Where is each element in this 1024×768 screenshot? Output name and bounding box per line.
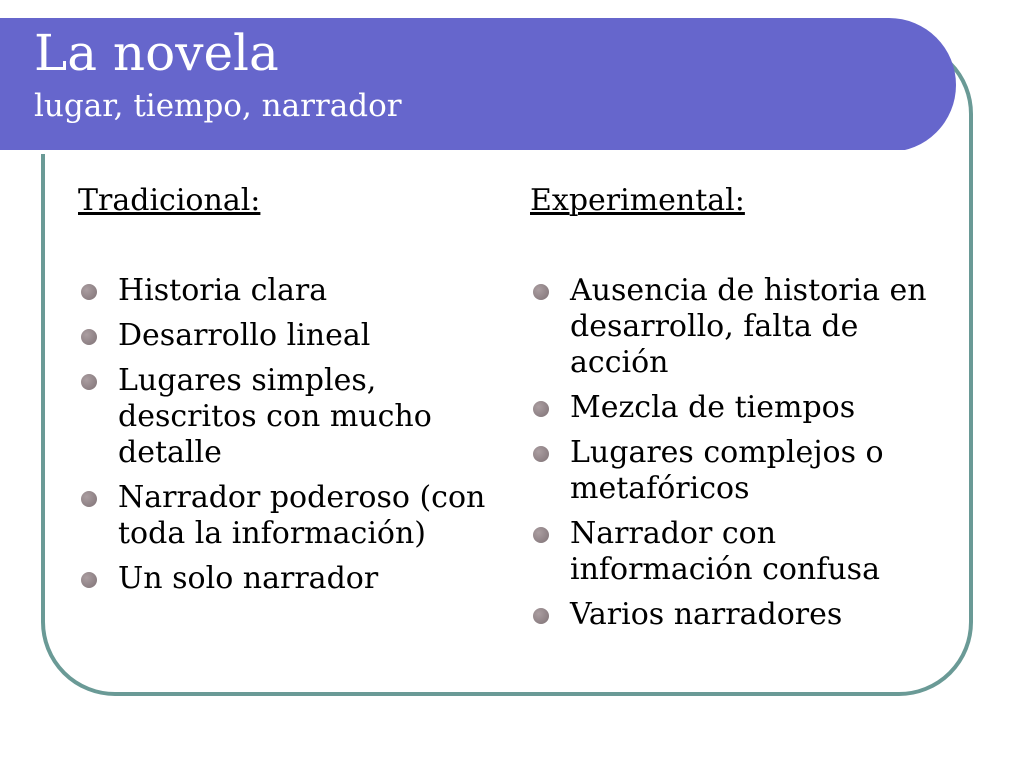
bullet-icon	[533, 446, 549, 462]
list-item	[78, 561, 508, 597]
list-item	[78, 318, 508, 354]
list-item-text: Historia clara	[118, 272, 328, 308]
bullet-icon	[533, 401, 549, 417]
list-item-text: Varios narradores	[570, 596, 843, 632]
list-item-text: Lugares complejos o metafóricos	[570, 434, 884, 506]
list-item	[530, 435, 960, 507]
title-divider	[0, 150, 906, 154]
list-item-text: Mezcla de tiempos	[570, 389, 856, 425]
slide-title: La novela	[34, 24, 279, 82]
bullet-icon	[81, 374, 97, 390]
list-item	[530, 516, 960, 588]
bullet-icon	[81, 329, 97, 345]
column-traditional	[78, 182, 508, 606]
bullet-icon	[81, 284, 97, 300]
list-item	[530, 390, 960, 426]
bullet-icon	[533, 284, 549, 300]
bullet-icon	[81, 572, 97, 588]
bullet-icon	[533, 527, 549, 543]
list-item-text: Desarrollo lineal	[118, 317, 371, 353]
bullet-list-traditional	[78, 273, 508, 597]
list-item	[78, 273, 508, 309]
list-item-text: Ausencia de historia en desarrollo, falta de acción	[570, 272, 927, 380]
list-item	[78, 363, 508, 471]
list-item	[78, 480, 508, 552]
bullet-icon	[81, 491, 97, 507]
list-item-text: Un solo narrador	[118, 560, 379, 596]
column-heading-traditional: Tradicional:	[78, 183, 261, 218]
list-item	[530, 273, 960, 381]
column-heading-experimental: Experimental:	[530, 183, 745, 218]
bullet-icon	[533, 608, 549, 624]
list-item-text: Narrador con información confusa	[570, 515, 880, 587]
slide-subtitle: lugar, tiempo, narrador	[34, 88, 402, 124]
list-item	[530, 597, 960, 633]
bullet-list-experimental	[530, 273, 960, 633]
column-experimental	[530, 182, 960, 642]
list-item-text: Lugares simples, descritos con mucho detalle	[118, 362, 432, 470]
list-item-text: Narrador poderoso (con toda la información)	[118, 479, 486, 551]
